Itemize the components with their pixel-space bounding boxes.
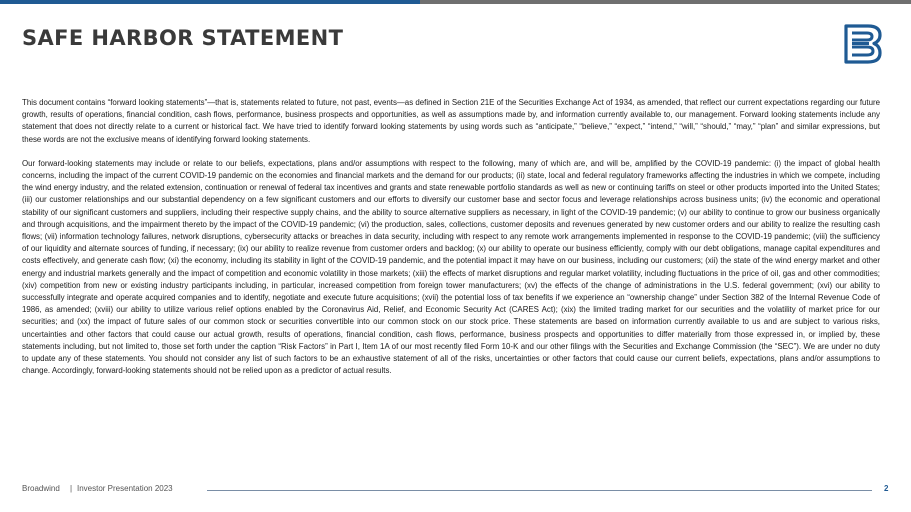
broadwind-logo-icon [840, 22, 884, 66]
footer-document-title: Investor Presentation 2023 [77, 484, 173, 493]
footer-separator: | [70, 484, 73, 493]
paragraph-forward-looking-definition: This document contains “forward looking statements”—that is, statements related to future, not past, events—as defined in Section 21E of the Securities Exchange Act of 1934, as amended, that reflect our current expectations regarding our future growth, results of operations, financial condition, cash flows, performance, business prospects and opportunities, as well as assumptions made by, and information currently available to, our management. Forward looking statements include any statement that does not directly relate to a current or historical fact. We have tried to identify forward looking statements by using words such as “anticipate,” “believe,” “expect,” “intend,” “will,” “should,” “may,” “plan” and similar expressions, but these words are not the exclusive means of identifying forward looking statements. [22, 98, 880, 144]
footer-company: Broadwind [22, 484, 60, 493]
footer [22, 484, 891, 496]
page-number: 2 [884, 484, 889, 493]
page-title: SAFE HARBOR STATEMENT [22, 26, 344, 50]
footer-divider [207, 490, 872, 491]
safe-harbor-body [22, 97, 880, 389]
top-accent-bar-blue [0, 0, 420, 4]
paragraph-risk-factors: Our forward-looking statements may include or relate to our beliefs, expectations, plans and/or assumptions with respect to the following, many of which are, and will be, amplified by the COVID-19 pandemic: (i) the impact of global health concerns, including the impact of the current COVID-19 pandemic on the economies and financial markets and the demand for our products; (ii) state, local and federal regulatory frameworks affecting the industries in which we compete, including the wind energy industry, and the related extension, continuation or renewal of federal tax incentives and grants and state renewable portfolio standards as well as new or continuing tariffs on steel or other products imported into the United States; (iii) our customer relationships and our substantial dependency on a few significant customers and our efforts to diversify our customer base and sector focus and leverage relationships across business units; (iv) the economic and operational stability of our significant customers and suppliers, including their respective supply chains, and the ability to source alternative suppliers as necessary, in light of the COVID-19 pandemic; (v) our ability to continue to grow our business organically and through acquisitions, and the impairment thereto by the impact of the COVID-19 pandemic; (vi) the production, sales, collections, customer deposits and revenues generated by new customer orders and our ability to realize the resulting cash flows; (vii) information technology failures, network disruptions, cybersecurity attacks or breaches in data security, including with respect to any remote work arrangements implemented in response to the COVID-19 pandemic; (viii) the sufficiency of our liquidity and alternate sources of funding, if necessary; (ix) our ability to realize revenue from customer orders and backlog; (x) our ability to operate our business efficiently, comply with our debt obligations, manage capital expenditures and costs effectively, and generate cash flow; (xi) the economy, including its stability in light of the COVID-19 pandemic, and the potential impact it may have on our business, including our customers; (xii) the state of the wind energy market and other energy and industrial markets generally and the impact of competition and economic volatility in those markets; (xiii) the effects of market disruptions and regular market volatility, including fluctuations in the price of oil, gas and other commodities; (xiv) competition from new or existing industry participants including, in particular, increased competition from foreign tower manufacturers; (xv) the effects of the change of administrations in the U.S. federal government; (xvi) our ability to successfully integrate and operate acquired companies and to identify, negotiate and execute future acquisitions; (xvii) the potential loss of tax benefits if we experience an “ownership change” under Section 382 of the Internal Revenue Code of 1986, as amended; (xviii) our ability to utilize various relief options enabled by the Coronavirus Aid, Relief, and Economic Security Act (CARES Act); (xix) the limited trading market for our securities and the volatility of market price for our securities; and (xx) the impact of future sales of our common stock or securities convertible into our common stock on our stock price. These statements are based on information currently available to us and are subject to various risks, uncertainties and other factors that could cause our actual growth, results of operations, financial condition, cash flows, performance, business prospects and opportunities to differ materially from those expressed in, or implied by, these statements including, but not limited to, those set forth under the caption “Risk Factors” in Part I, Item 1A of our most recently filed Form 10-K and our other filings with the Securities and Exchange Commission (the “SEC”). We are under no duty to update any of these statements. You should not consider any list of such factors to be an exhaustive statement of all of the risks, uncertainties or other factors that could cause our current beliefs, expectations, plans and/or assumptions to change. Accordingly, forward-looking statements should not be relied upon as a predictor of actual results. [22, 158, 880, 376]
top-accent-bar-gray [420, 0, 911, 4]
